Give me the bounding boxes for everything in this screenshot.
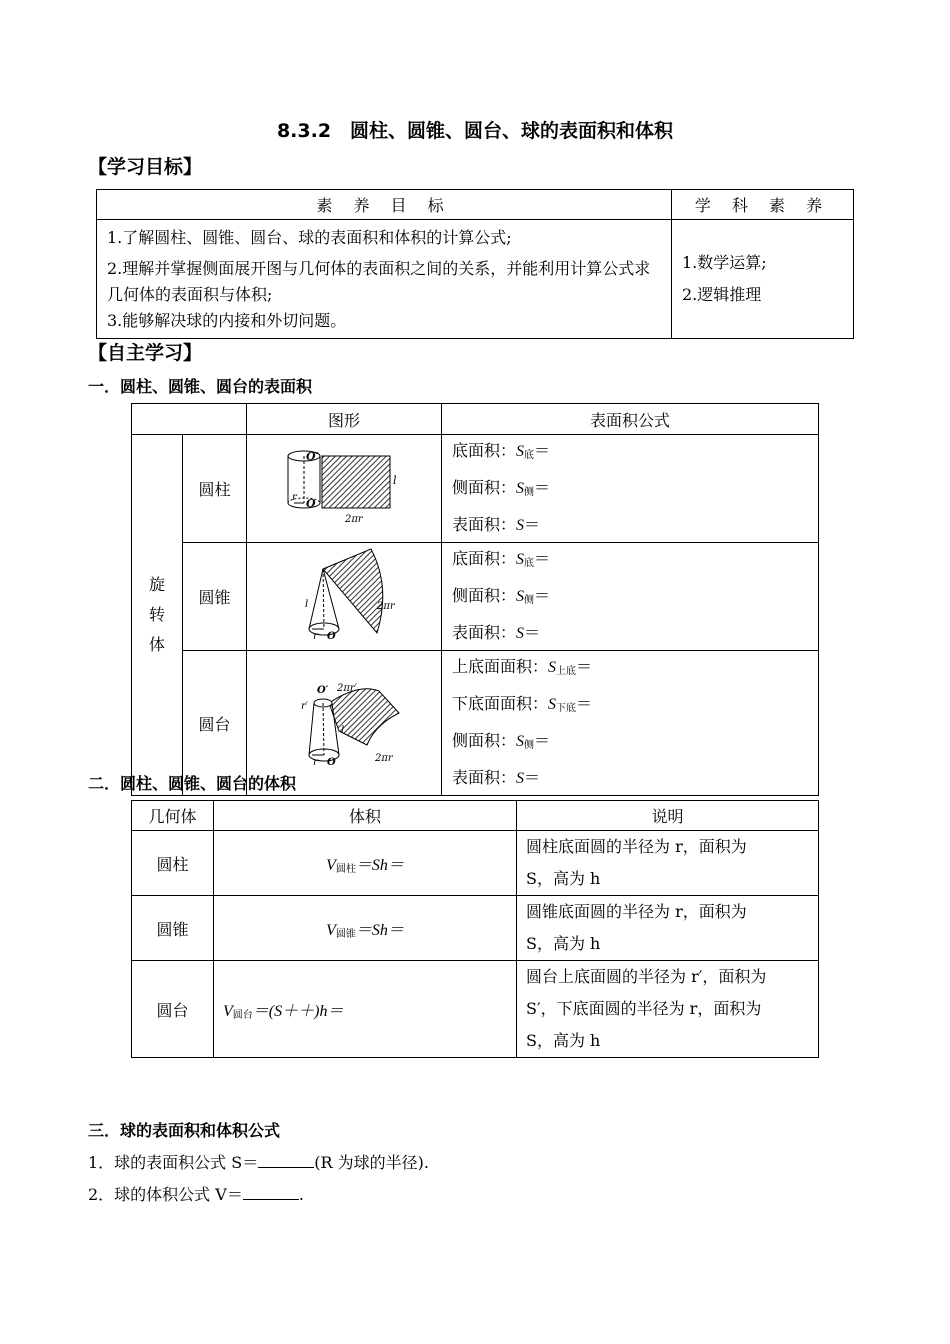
col-header-volume: 体积	[214, 801, 517, 831]
label-l: l	[341, 725, 345, 736]
formula-line: 底面积：$S_底=$	[452, 549, 551, 569]
formula-line: 侧面积：$S_侧=$	[452, 478, 551, 498]
cylinder-volume: $V_{圆柱}=Sh=$	[214, 831, 517, 896]
sphere-surface-formula: 1．球的表面积公式 S＝ (R 为球的半径).	[88, 1153, 429, 1172]
frustum-volume: $V_{圆台}=(S++)h=$	[214, 961, 517, 1058]
formula-col-header: 表面积公式	[442, 404, 819, 435]
goals-table	[96, 189, 854, 339]
cylinder-figure	[247, 435, 442, 543]
label-o-prime: O′	[317, 685, 329, 696]
formula-line: 底面积：$S_底=$	[452, 441, 551, 461]
cone-figure	[247, 543, 442, 651]
cone-net-diagram	[279, 547, 409, 647]
row-name-cone: 圆锥	[183, 543, 247, 651]
frustum-net-diagram	[279, 673, 409, 773]
cone-desc: 圆锥底面圆的半径为 r，面积为 S，高为 h	[517, 896, 819, 961]
label-o: O	[327, 757, 336, 768]
surface-area-table	[131, 403, 819, 796]
section3-heading: 三．球的表面积和体积公式	[88, 1121, 281, 1140]
formula-line: 表面积：S＝	[452, 623, 541, 642]
cylinder-formulas	[442, 435, 819, 543]
cylinder-net-diagram	[279, 444, 409, 534]
section1-heading: 一．圆柱、圆锥、圆台的表面积	[88, 377, 313, 396]
formula-line: 侧面积：$S_侧=$	[452, 586, 551, 606]
skill-item: 1.数学运算;	[682, 253, 767, 272]
label-o-prime: O′	[306, 449, 319, 463]
formula-line: 表面积：S＝	[452, 768, 541, 787]
volume-table	[131, 800, 819, 1058]
goal-item: 2.理解并掌握侧面展开图与几何体的表面积之间的关系，并能利用计算公式求几何体的表面积与体积;	[107, 259, 651, 304]
row-name-frustum: 圆台	[132, 961, 214, 1058]
sphere-volume-formula: 2．球的体积公式 V＝ .	[88, 1185, 304, 1204]
skills-cell	[672, 220, 854, 339]
group-label: 旋 转 体	[132, 435, 183, 796]
col-header-desc: 说明	[517, 801, 819, 831]
frustum-desc: 圆台上底面圆的半径为 r′，面积为 S′，下底面圆的半径为 r，面积为 S，高为 h	[517, 961, 819, 1058]
figure-col-header: 图形	[247, 404, 442, 435]
page-title: 8.3.2 圆柱、圆锥、圆台、球的表面积和体积	[276, 120, 674, 142]
formula-line: 表面积：S＝	[452, 515, 541, 534]
self-study-heading: 【自主学习】	[88, 342, 203, 364]
goals-cell	[97, 220, 672, 339]
label-r-prime: r′	[301, 701, 309, 712]
label-arc: 2πr	[375, 753, 393, 764]
label-r: r	[292, 491, 297, 503]
cone-volume: $V_{圆锥}=Sh=$	[214, 896, 517, 961]
cone-formulas	[442, 543, 819, 651]
skills-col-header: 学 科 素 养	[672, 190, 854, 220]
goal-item: 3.能够解决球的内接和外切问题。	[107, 311, 347, 330]
label-o: O	[327, 630, 336, 642]
formula-line: 侧面积：$S_侧=$	[452, 731, 551, 751]
section2-heading: 二．圆柱、圆锥、圆台的体积	[88, 774, 297, 793]
skill-item: 2.逻辑推理	[682, 285, 762, 304]
goals-heading: 【学习目标】	[88, 156, 203, 178]
label-o: O	[306, 496, 316, 510]
label-arc: 2πr	[345, 513, 363, 525]
answer-blank[interactable]	[258, 1151, 314, 1168]
goals-col-header: 素 养 目 标	[97, 190, 672, 220]
label-arc: 2πr	[377, 600, 395, 612]
formula-line: 上底面面积：$S_{上底}=$	[452, 657, 593, 677]
label-l: l	[393, 473, 397, 487]
col-header-solid: 几何体	[132, 801, 214, 831]
label-arc-top: 2πr′	[337, 683, 357, 694]
cylinder-desc: 圆柱底面圆的半径为 r，面积为 S，高为 h	[517, 831, 819, 896]
answer-blank[interactable]	[243, 1183, 299, 1200]
goal-item: 1.了解圆柱、圆锥、圆台、球的表面积和体积的计算公式;	[107, 228, 512, 247]
frustum-formulas	[442, 651, 819, 796]
label-l: l	[305, 598, 309, 610]
row-name-cylinder: 圆柱	[183, 435, 247, 543]
formula-line: 下底面面积：$S_{下底}=$	[452, 694, 593, 714]
label-r: r	[313, 757, 318, 768]
row-name-cylinder: 圆柱	[132, 831, 214, 896]
row-name-frustum: 圆台	[183, 651, 247, 796]
label-r: r	[313, 630, 318, 642]
row-name-cone: 圆锥	[132, 896, 214, 961]
